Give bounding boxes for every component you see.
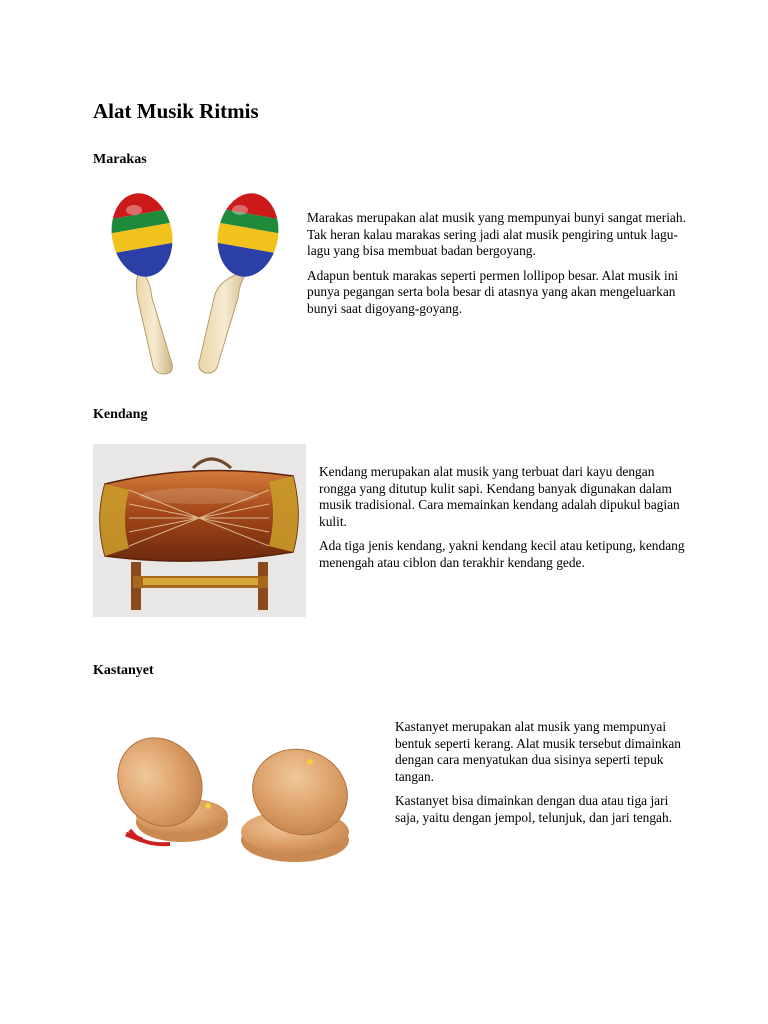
section-text-kastanyet (395, 719, 695, 835)
page-title: Alat Musik Ritmis (93, 99, 259, 123)
section-text-marakas (307, 210, 687, 326)
paragraph: Ada tiga jenis kendang, yakni kendang kecil atau ketipung, kendang menengah atau ciblon dan terakhir kendang gede. (319, 538, 685, 570)
paragraph: Kastanyet merupakan alat musik yang mempunyai bentuk seperti kerang. Alat musik tersebut dimainkan dengan cara menyatukan dua sisinya seperti tepuk tangan. (395, 719, 681, 784)
paragraph: Kendang merupakan alat musik yang terbuat dari kayu dengan rongga yang ditutup kulit sapi. Kendang banyak digunakan dalam musik tradisional. Cara memainkan kendang adalah dipukul bagian kulit. (319, 464, 680, 529)
paragraph: Kastanyet bisa dimainkan dengan dua atau tiga jari saja, yaitu dengan jempol, telunjuk, dan jari tengah. (395, 793, 673, 825)
section-text-kendang (319, 464, 691, 580)
maracas-icon (100, 188, 285, 378)
section-heading-marakas: Marakas (93, 152, 147, 167)
castanets-icon (110, 722, 360, 872)
kendang-drum-icon (93, 444, 306, 617)
section-heading-kendang: Kendang (93, 407, 148, 422)
paragraph: Adapun bentuk marakas seperti permen lollipop besar. Alat musik ini punya pegangan serta bola besar di atasnya yang akan mengeluarkan bunyi saat digoyang-goyang. (307, 267, 679, 316)
section-heading-kastanyet: Kastanyet (93, 663, 154, 678)
paragraph: Marakas merupakan alat musik yang mempunyai bunyi sangat meriah. Tak heran kalau marakas sering jadi alat musik pengiring untuk lagu-lagu yang bisa membuat badan bergoyang. (307, 210, 686, 259)
